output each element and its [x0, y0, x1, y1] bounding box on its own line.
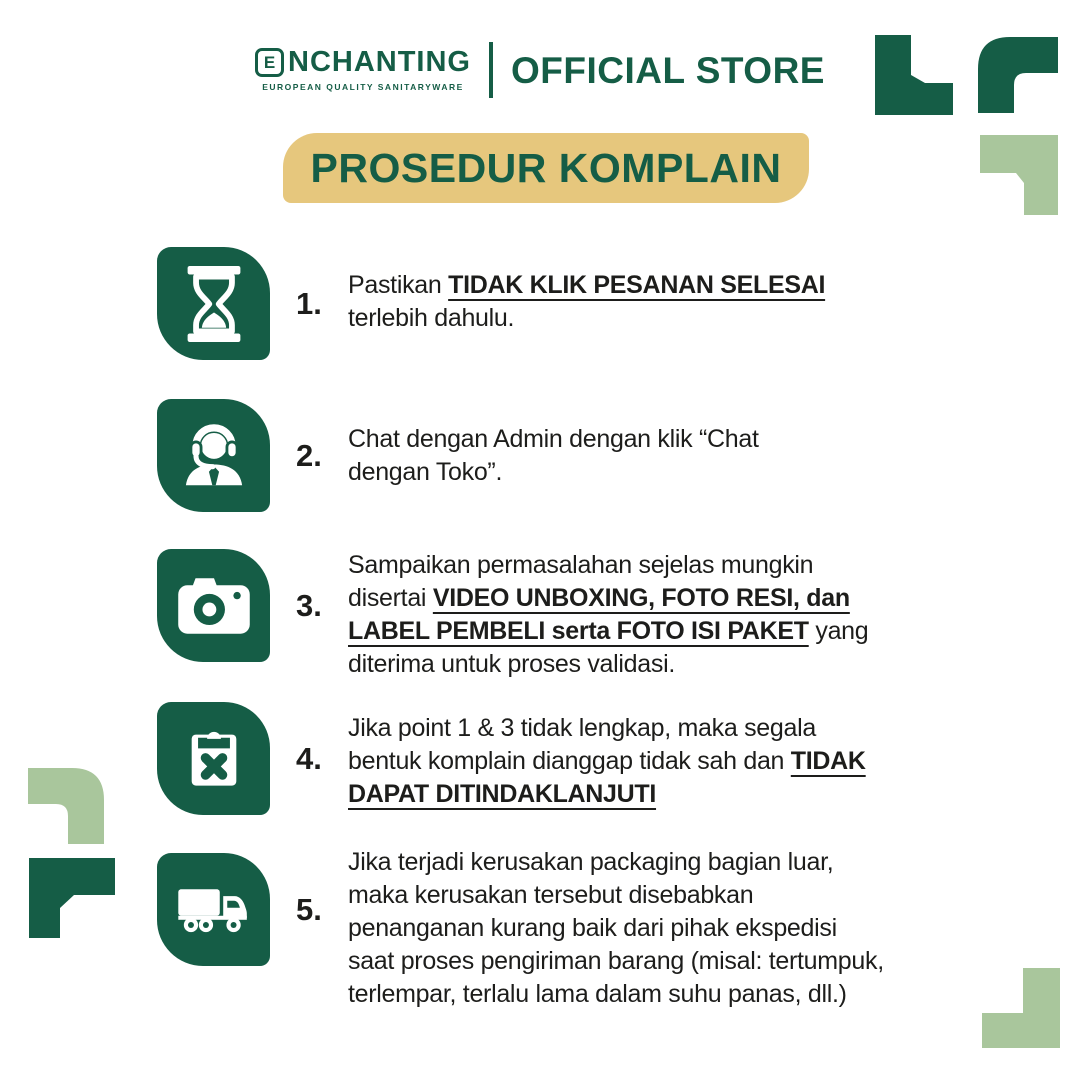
header-divider: [489, 42, 493, 98]
corner-elbow-light-bottom-left-icon: [28, 768, 104, 844]
step-text-line: [348, 945, 1008, 978]
step-text: [348, 846, 1008, 1011]
hourglass-icon: [184, 266, 244, 342]
step-text-segment: Chat dengan Admin dengan klik “Chat: [348, 425, 759, 453]
step-text-line: [348, 456, 1008, 489]
step-text-line: [348, 423, 1008, 456]
step-text-line: [348, 846, 1008, 879]
step-text-segment: Jika point 1 & 3 tidak lengkap, maka segala: [348, 714, 816, 742]
corner-step-dark-bottom-left-icon: [29, 858, 115, 938]
step-text-segment: penanganan kurang baik dari pihak ekspedisi: [348, 914, 837, 942]
brand-wordmark: [255, 48, 471, 77]
truck-icon: [176, 883, 252, 937]
step-text-segment: bentuk komplain dianggap tidak sah dan: [348, 747, 791, 775]
step-text-segment: dengan Toko”.: [348, 458, 503, 486]
step-text-segment: terlebih dahulu.: [348, 304, 515, 332]
step-text-line: [348, 269, 1008, 302]
step-text-line: [348, 302, 1008, 335]
page-title: PROSEDUR KOMPLAIN: [310, 144, 782, 191]
step-number: 2.: [296, 438, 322, 473]
step-text-emphasis: LABEL PEMBELI serta FOTO ISI PAKET: [348, 617, 809, 645]
step-text-segment: Jika terjadi kerusakan packaging bagian luar,: [348, 848, 834, 876]
step-text-segment: terlempar, terlalu lama dalam suhu panas, dll.): [348, 980, 847, 1008]
step-icon-tile: [157, 702, 270, 815]
camera-icon: [177, 576, 251, 636]
step-text-line: [348, 912, 1008, 945]
step-text-segment: Sampaikan permasalahan sejelas mungkin: [348, 551, 814, 579]
clipboard-x-icon: [180, 725, 248, 793]
step-text-line: [348, 615, 1008, 648]
step-icon-tile: [157, 549, 270, 662]
official-store-label: OFFICIAL STORE: [511, 49, 825, 91]
step-text-line: [348, 978, 1008, 1011]
step-text-line: [348, 582, 1008, 615]
step-text-emphasis: DAPAT DITINDAKLANJUTI: [348, 780, 657, 808]
step-icon-tile: [157, 247, 270, 360]
step-text-emphasis: TIDAK KLIK PESANAN SELESAI: [448, 271, 826, 299]
step-text-segment: disertai: [348, 584, 433, 612]
brand-logo: [255, 48, 471, 92]
step-text-segment: diterima untuk proses validasi.: [348, 650, 675, 678]
step-text-emphasis: TIDAK: [790, 747, 866, 775]
header: [0, 42, 1080, 98]
step-text-line: [348, 745, 1008, 778]
brand-name: NCHANTING: [288, 46, 471, 78]
step-number: 5.: [296, 892, 322, 927]
step-icon-tile: [157, 399, 270, 512]
corner-step-light-top-right-icon: [980, 135, 1058, 215]
step-text-line: [348, 712, 1008, 745]
step-text-segment: saat proses pengiriman barang (misal: tertumpuk,: [348, 947, 884, 975]
step-icon-tile: [157, 853, 270, 966]
step-text-line: [348, 549, 1008, 582]
step-text: [348, 269, 1008, 335]
step-number: 4.: [296, 741, 322, 776]
title-banner: [283, 133, 809, 203]
step-text-line: [348, 648, 1008, 681]
step-text-segment: maka kerusakan tersebut disebabkan: [348, 881, 754, 909]
brand-e-mark-icon: E: [255, 48, 284, 77]
step-text-emphasis: VIDEO UNBOXING, FOTO RESI, dan: [432, 584, 850, 612]
brand-tagline: EUROPEAN QUALITY SANITARYWARE: [262, 82, 464, 92]
step-text: [348, 423, 1008, 489]
step-text-segment: yang: [808, 617, 869, 645]
admin-headset-icon: [178, 420, 250, 492]
step-text: [348, 549, 1008, 681]
step-text: [348, 712, 1008, 811]
step-number: 3.: [296, 588, 322, 623]
step-text-line: [348, 879, 1008, 912]
step-text-segment: Pastikan: [348, 271, 449, 299]
step-text-line: [348, 778, 1008, 811]
step-number: 1.: [296, 286, 322, 321]
